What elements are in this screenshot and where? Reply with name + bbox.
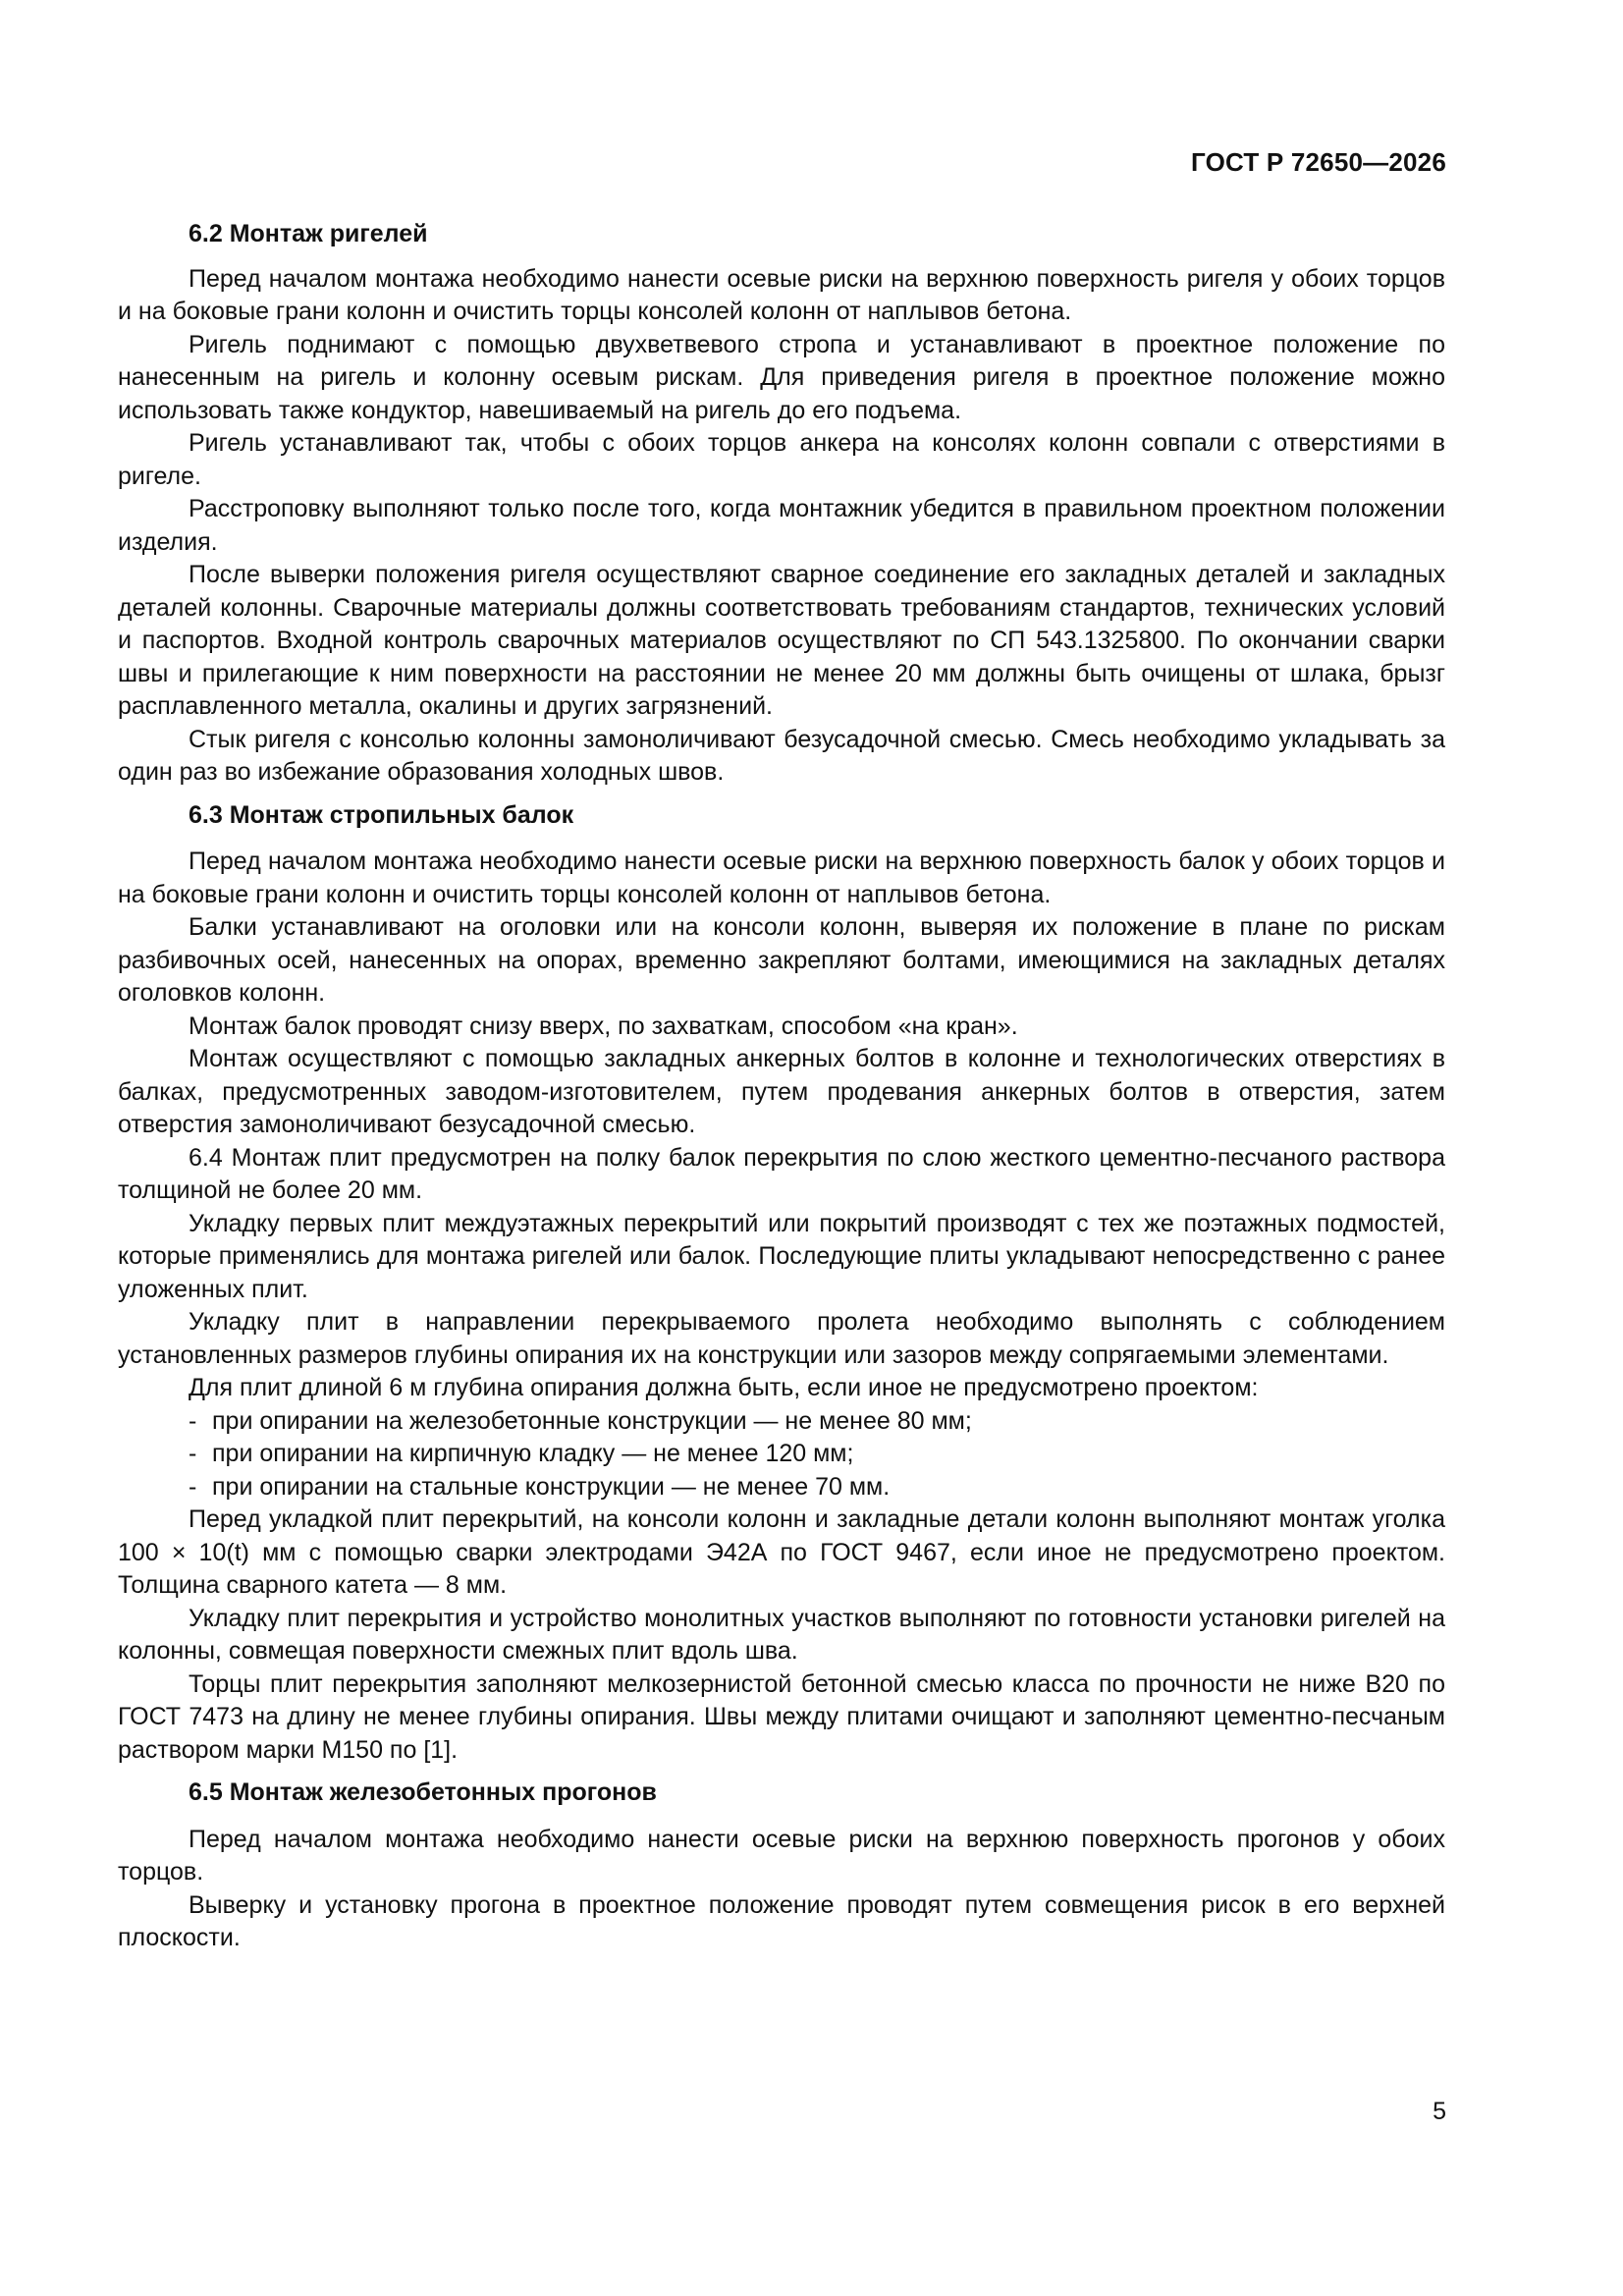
paragraph: Перед началом монтажа необходимо нанести осевые риски на верхнюю поверхность балок у обоих торцов и на боковые грани колонн и очистить торцы консолей колонн от наплывов бетона. xyxy=(118,847,1445,908)
paragraph: Укладку плит в направлении перекрываемого пролета необходимо выполнять с соблюдением установленных размеров глубины опирания их на конструкции или зазоров между сопрягаемыми элементами. xyxy=(118,1308,1445,1369)
section-heading-6-5: 6.5 Монтаж железобетонных прогонов xyxy=(189,1778,657,1806)
paragraph: Расстроповку выполняют только после того, когда монтажник убедится в правильном проектном положении изделия. xyxy=(118,495,1445,556)
list-dash: - xyxy=(189,1406,197,1435)
list-item-text: при опирании на железобетонные конструкции — не менее 80 мм; xyxy=(212,1406,972,1435)
list-item xyxy=(118,1405,1445,1439)
list-dash: - xyxy=(189,1472,197,1501)
paragraph: Перед укладкой плит перекрытий, на консоли колонн и закладные детали колонн выполняют монтаж уголка 100 × 10(t) мм с помощью сварки электродами Э42А по ГОСТ 9467, если иное не предусмотрено проектом. Толщина сварного катета — 8 мм. xyxy=(118,1505,1445,1599)
paragraph: Стык ригеля с консолью колонны замоноличивают безусадочной смесью. Смесь необходимо укладывать за один раз во избежание образования холодных швов. xyxy=(118,725,1445,786)
paragraph: Торцы плит перекрытия заполняют мелкозернистой бетонной смесью класса по прочности не ниже В20 по ГОСТ 7473 на длину не менее глубины опирания. Швы между плитами очищают и заполняют цементно-песчаным раствором марки М150 по [1]. xyxy=(118,1669,1445,1764)
paragraph: Ригель поднимают с помощью двухветвевого стропа и устанавливают в проектное положение по нанесенным на ригель и колонну осевым рискам. Для приведения ригеля в проектное положение можно использовать также кондуктор, навешиваемый на ригель до его подъема. xyxy=(118,330,1445,424)
list-item-text: при опирании на кирпичную кладку — не менее 120 мм; xyxy=(212,1440,854,1467)
paragraph: Перед началом монтажа необходимо нанести осевые риски на верхнюю поверхность прогонов у обоих торцов. xyxy=(118,1825,1445,1886)
paragraph: Выверку и установку прогона в проектное положение проводят путем совмещения рисок в его верхней плоскости. xyxy=(118,1890,1445,1951)
paragraph: Укладку плит перекрытия и устройство монолитных участков выполняют по готовности установки ригелей на колонны, совмещая поверхности смежных плит вдоль шва. xyxy=(118,1604,1445,1665)
paragraph: Балки устанавливают на оголовки или на консоли колонн, выверяя их положение в плане по рискам разбивочных осей, нанесенных на опорах, временно закрепляют болтами, имеющимися на закладных деталях оголовков колонн. xyxy=(118,913,1445,1007)
paragraph: Монтаж балок проводят снизу вверх, по захваткам, способом «на кран». xyxy=(189,1011,1018,1040)
list-item-text: при опирании на стальные конструкции — не менее 70 мм. xyxy=(212,1472,891,1501)
paragraph: Монтаж осуществляют с помощью закладных анкерных болтов в колонне и технологических отверстиях в балках, предусмотренных заводом-изготовителем, путем продевания анкерных болтов в отверстия, затем отверстия замоноличивают безусадочной смесью. xyxy=(118,1045,1445,1138)
paragraph: Укладку первых плит междуэтажных перекрытий или покрытий производят с тех же поэтажных подмостей, которые применялись для монтажа ригелей или балок. Последующие плиты укладывают непосредственно с ранее уложенных плит. xyxy=(118,1209,1445,1303)
paragraph: После выверки положения ригеля осуществляют сварное соединение его закладных деталей и закладных деталей колонны. Сварочные материалы должны соответствовать требованиям стандартов, технических условий и паспортов. Входной контроль сварочных материалов осуществляют по СП 543.1325800. По окончании сварки швы и прилегающие к ним поверхности на расстоянии не менее 20 мм должны быть очищены от шлака, брызг расплавленного металла, окалины и других загрязнений. xyxy=(118,561,1445,720)
page-number: 5 xyxy=(1433,2098,1446,2125)
list-item xyxy=(118,1471,1445,1504)
section-heading-6-2: 6.2 Монтаж ригелей xyxy=(189,220,428,247)
section-heading-6-3: 6.3 Монтаж стропильных балок xyxy=(189,800,574,829)
document-body xyxy=(118,218,1445,1955)
document-code: ГОСТ Р 72650—2026 xyxy=(1191,147,1446,177)
list-item xyxy=(118,1438,1445,1471)
paragraph: Для плит длиной 6 м глубина опирания должна быть, если иное не предусмотрено проектом: xyxy=(189,1374,1259,1401)
paragraph-6-4: 6.4 Монтаж плит предусмотрен на полку балок перекрытия по слою жесткого цементно-песчаного раствора толщиной не более 20 мм. xyxy=(118,1143,1445,1204)
paragraph: Перед началом монтажа необходимо нанести осевые риски на верхнюю поверхность ригеля у обоих торцов и на боковые грани колонн и очистить торцы консолей колонн от наплывов бетона. xyxy=(118,264,1445,325)
list-dash: - xyxy=(189,1440,197,1467)
paragraph: Ригель устанавливают так, чтобы с обоих торцов анкера на консолях колонн совпали с отверстиями в ригеле. xyxy=(118,429,1445,490)
